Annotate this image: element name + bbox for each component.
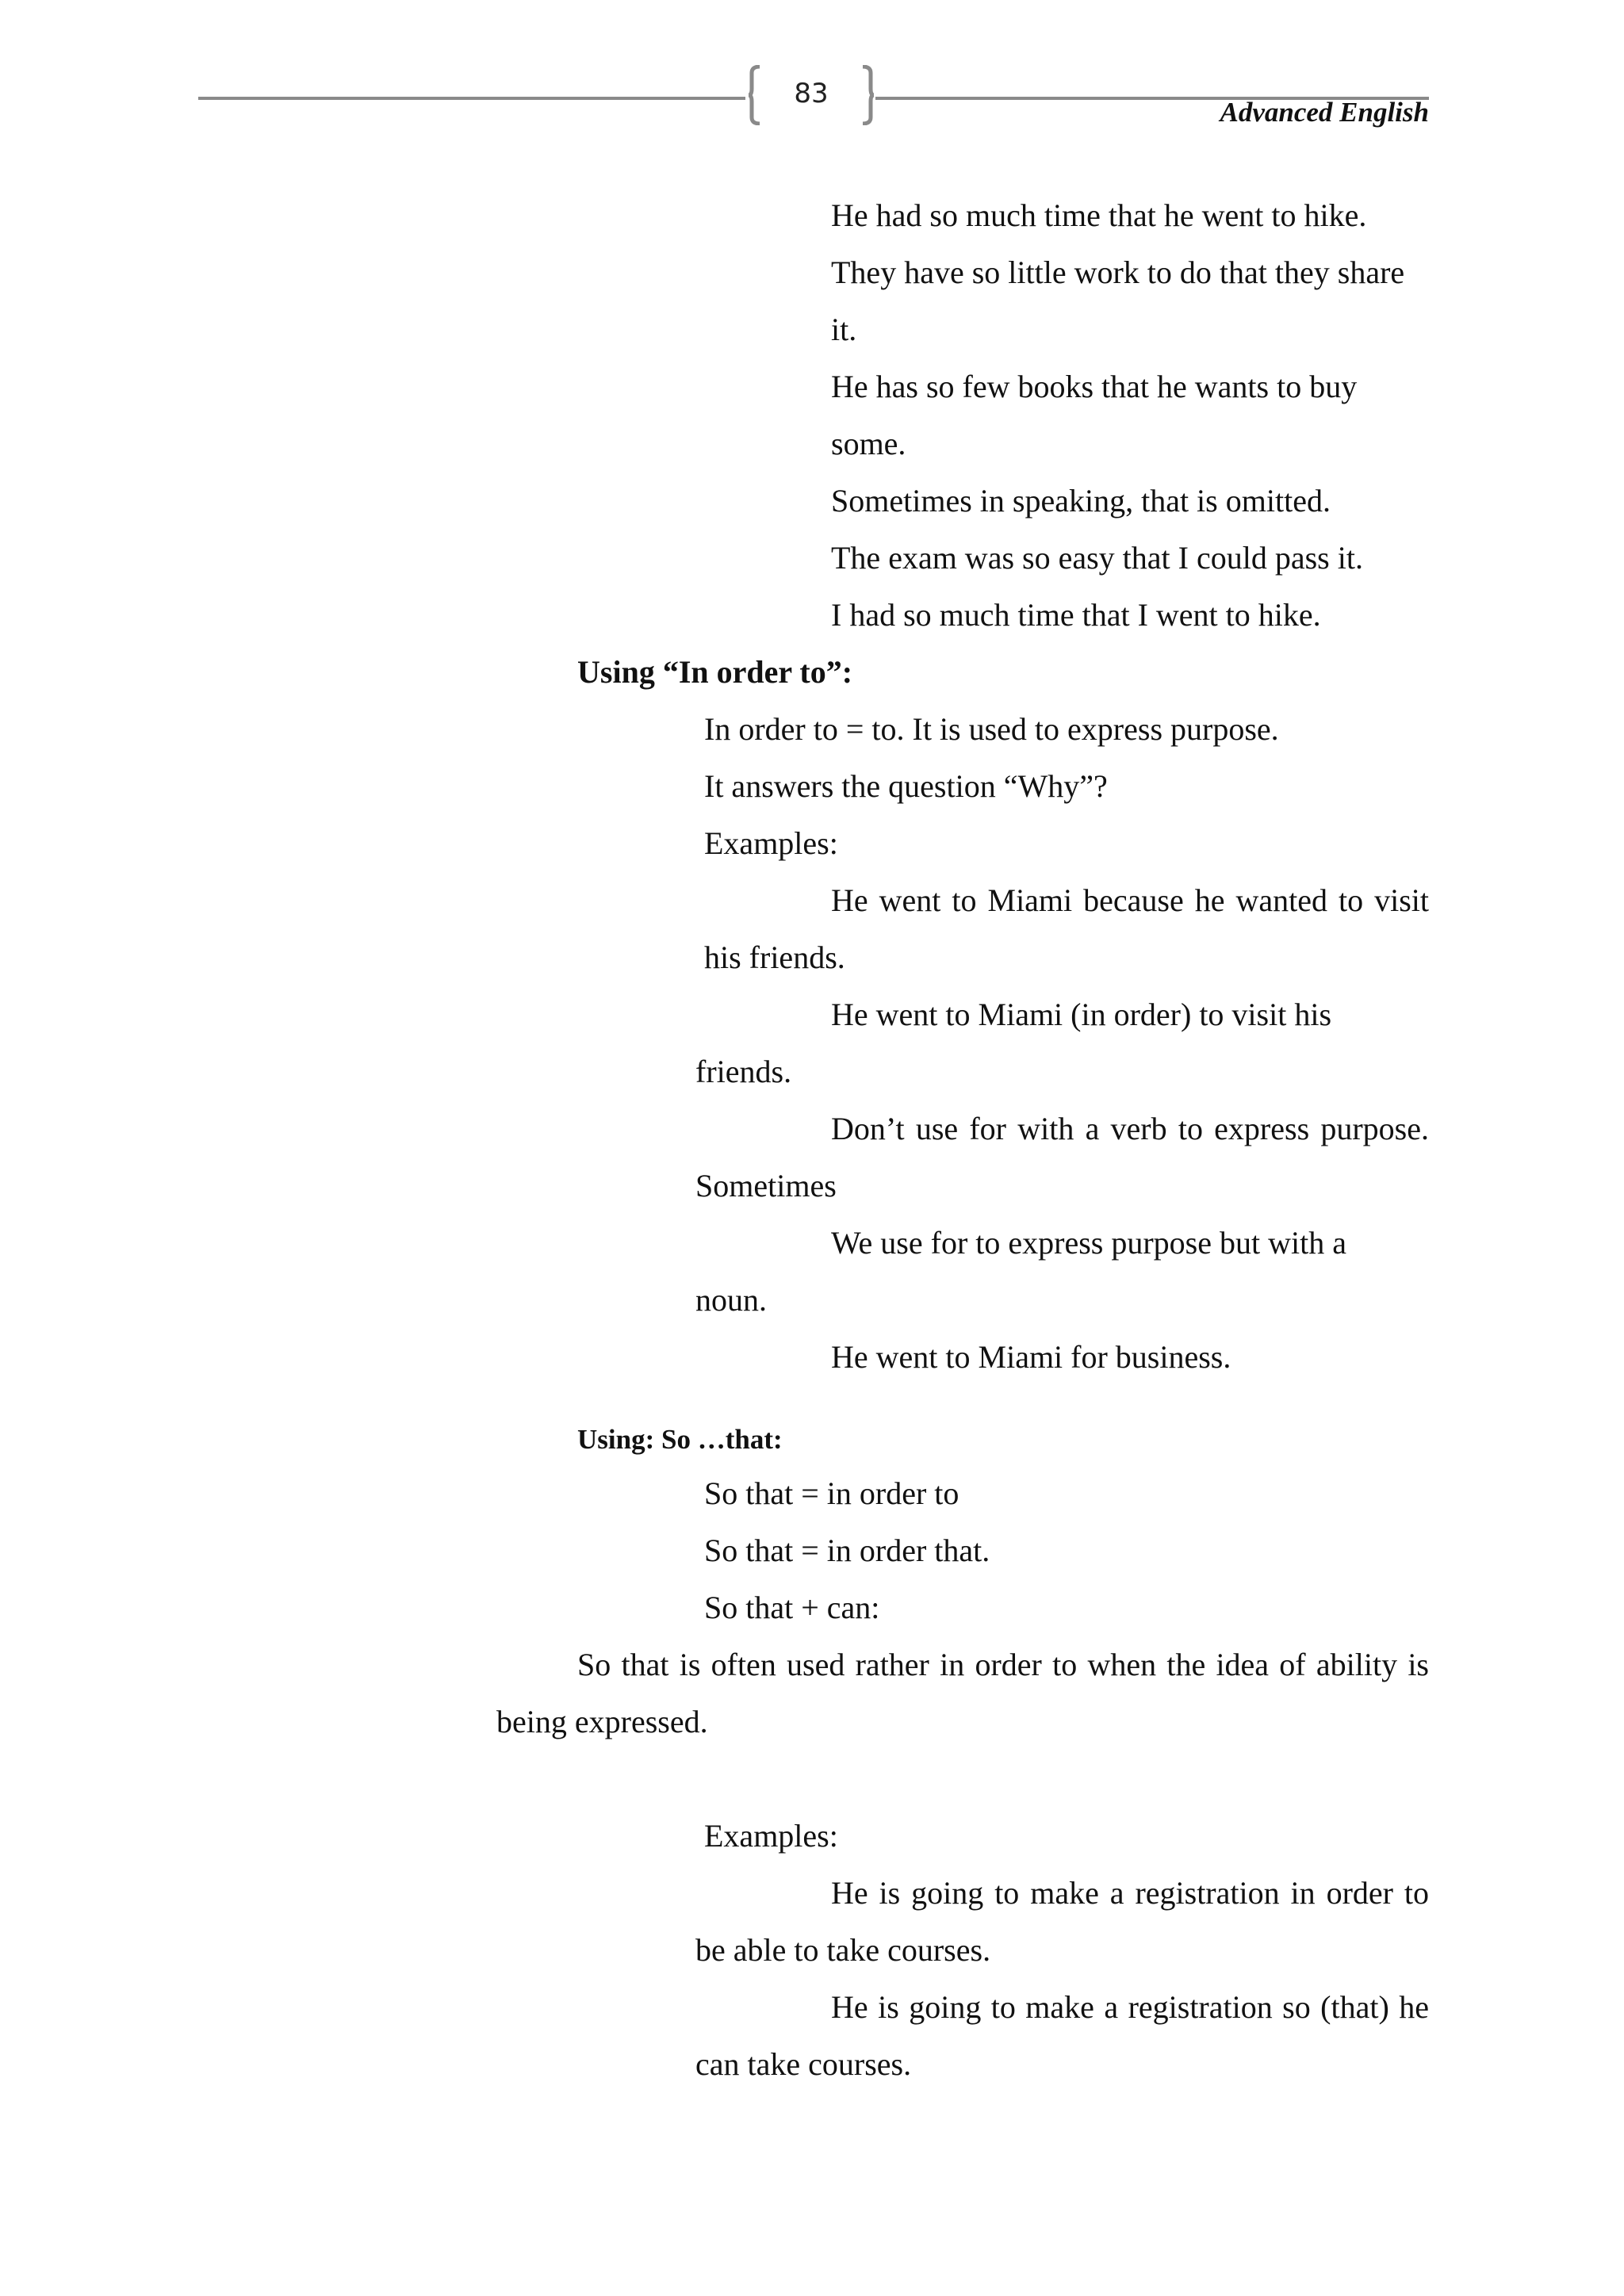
text-line: can take courses. — [695, 2046, 912, 2082]
text-line: Examples: — [704, 1818, 838, 1854]
header-rule-left — [198, 97, 745, 100]
text-line: it. — [831, 312, 857, 347]
text-line: So that = in order that. — [704, 1533, 990, 1568]
text-line: It answers the question “Why”? — [704, 768, 1108, 804]
text-line: The exam was so easy that I could pass it. — [831, 540, 1363, 576]
text-line: being expressed. — [496, 1704, 708, 1739]
text-line: noun. — [695, 1282, 767, 1318]
text-line: friends. — [695, 1054, 792, 1089]
text-line: So that is often used rather in order to when the idea of ability is — [577, 1647, 1429, 1682]
text-line: Examples: — [704, 825, 838, 861]
text-line: Sometimes in speaking, that is omitted. — [831, 483, 1331, 519]
text-line: He went to Miami because he wanted to visit — [831, 882, 1429, 918]
text-line: So that = in order to — [704, 1475, 959, 1511]
left-bracket-icon — [749, 65, 761, 125]
text-line: He had so much time that he went to hike. — [831, 197, 1367, 233]
text-line: be able to take courses. — [695, 1932, 991, 1968]
section-heading: Using: So …that: — [577, 1424, 783, 1455]
text-line: He is going to make a registration so (that) he — [831, 1989, 1429, 2025]
text-line: Don’t use for with a verb to express purpose. — [831, 1111, 1429, 1146]
text-line: In order to = to. It is used to express purpose. — [704, 711, 1279, 747]
text-line: He is going to make a registration in order to — [831, 1875, 1429, 1911]
right-bracket-icon — [861, 65, 874, 125]
text-line: We use for to express purpose but with a — [831, 1225, 1346, 1261]
text-line: He has so few books that he wants to buy — [831, 369, 1358, 404]
text-line: I had so much time that I went to hike. — [831, 597, 1321, 633]
page-number: 83 — [794, 78, 829, 109]
text-line: So that + can: — [704, 1590, 880, 1625]
text-line: He went to Miami for business. — [831, 1339, 1231, 1375]
text-line: some. — [831, 426, 906, 461]
text-line: Sometimes — [695, 1168, 837, 1203]
text-line: his friends. — [704, 939, 845, 975]
text-line: He went to Miami (in order) to visit his — [831, 997, 1332, 1032]
running-title: Advanced English — [1220, 97, 1429, 128]
section-heading: Using “In order to”: — [577, 654, 853, 690]
text-line: They have so little work to do that they share — [831, 254, 1405, 290]
